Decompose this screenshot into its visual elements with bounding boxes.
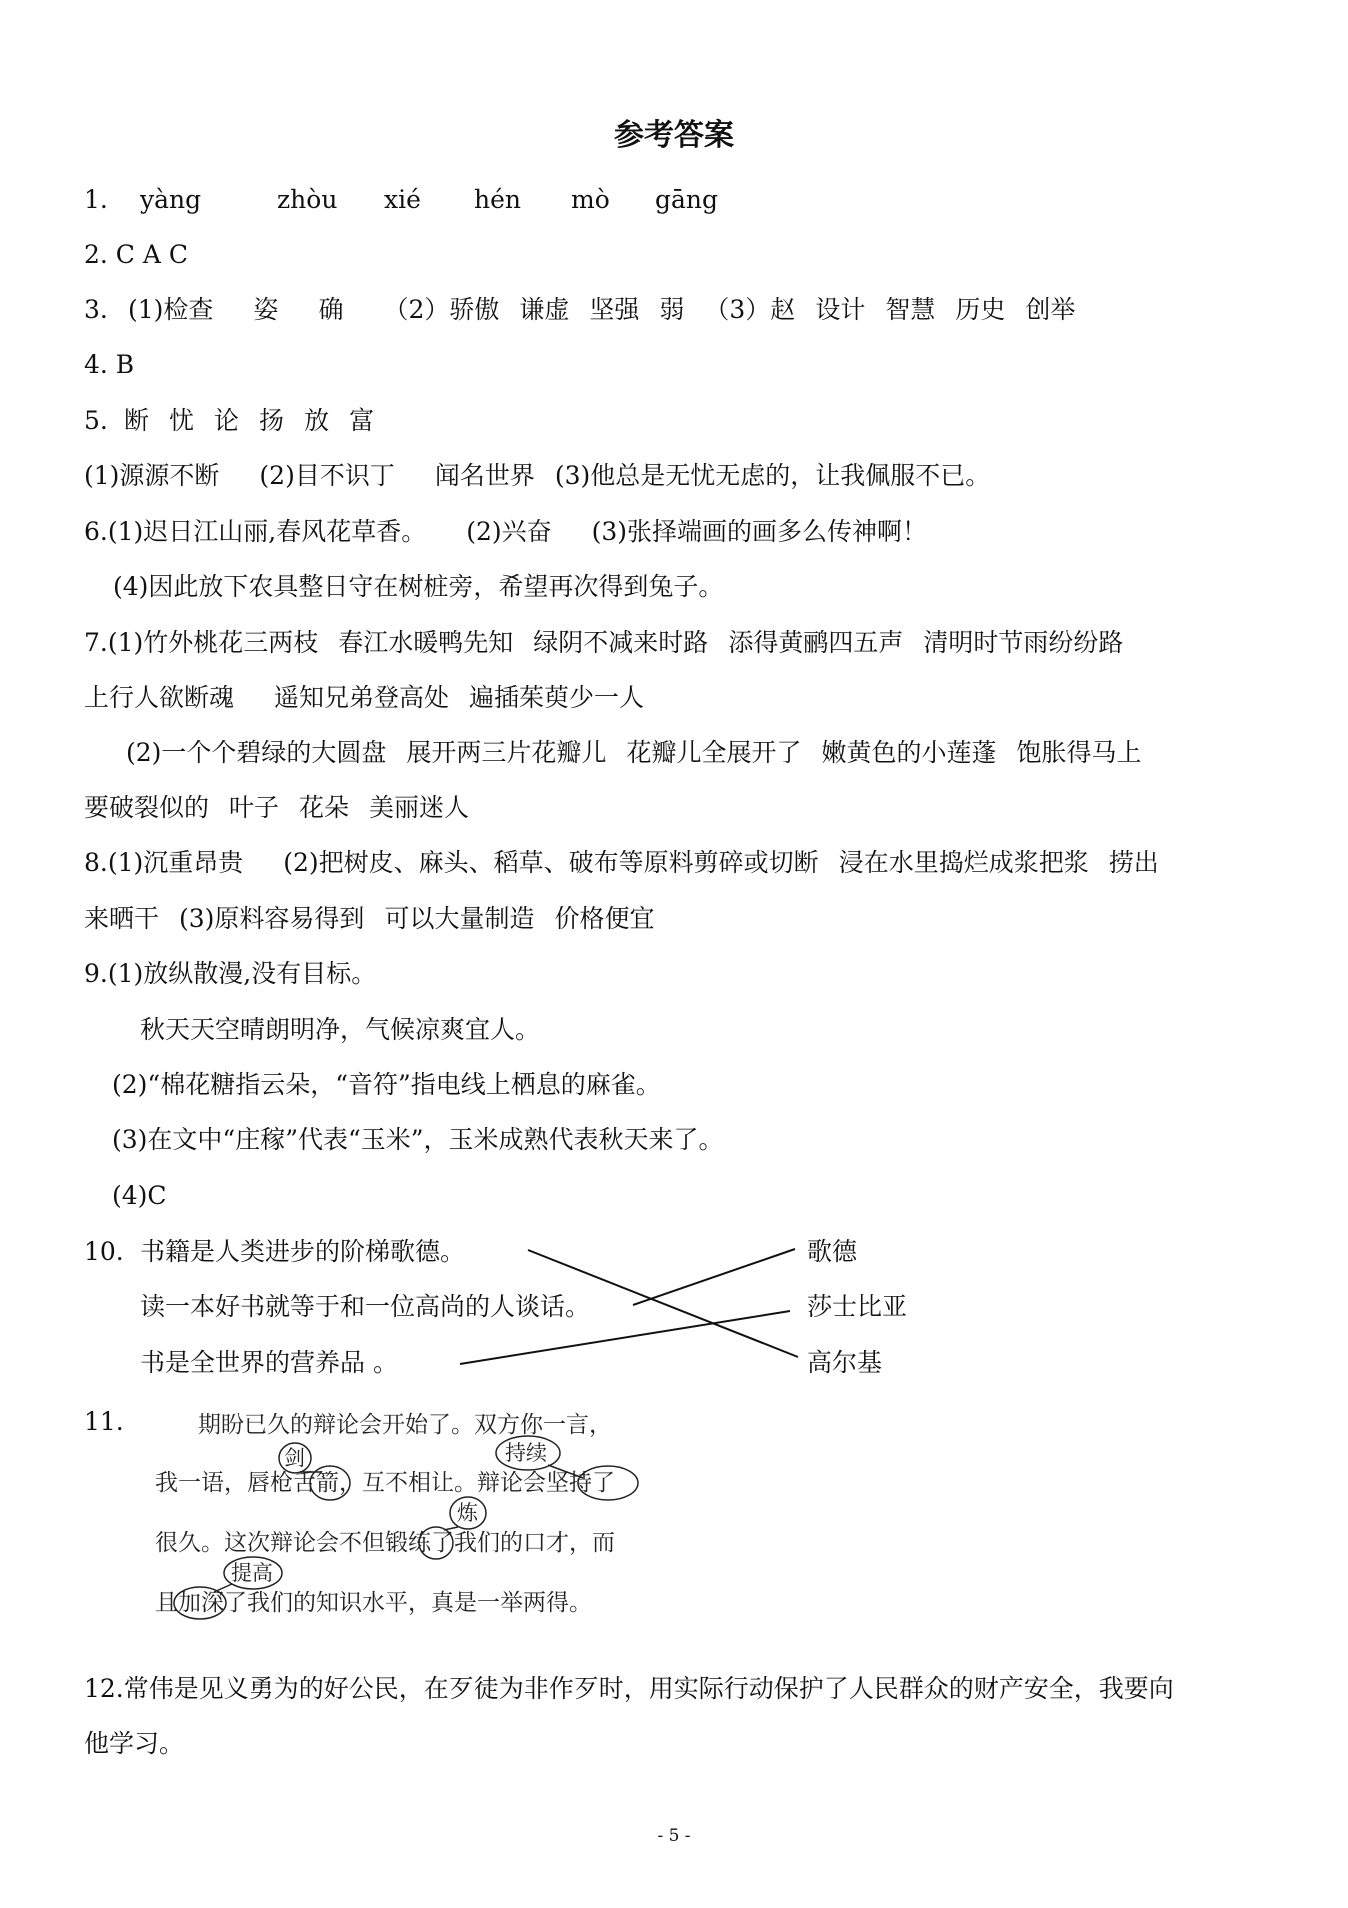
text-phrase: 花朵	[299, 793, 350, 822]
poem-line: 绿阴不减来时路	[533, 628, 709, 657]
text-phrase: (3)原料容易得到	[179, 904, 365, 933]
answer-3-word: 设计	[815, 295, 866, 324]
poem-line: 7.(1)竹外桃花三两枝	[84, 628, 319, 657]
answer-5-sub-3: 闻名世界	[434, 461, 535, 490]
answer-5-char: 论	[214, 406, 240, 435]
answer-9-sentence: 秋天天空晴朗明净，气候凉爽宜人。	[140, 1015, 541, 1044]
answer-6-part-1: 6.(1)迟日江山丽,春风花草香。	[84, 517, 427, 546]
answer-3-part-2: （2）骄傲	[383, 295, 500, 324]
answer-3-word: 弱	[659, 295, 685, 324]
text-phrase: 可以大量制造	[384, 904, 535, 933]
poem-line: 春江水暖鸭先知	[338, 628, 514, 657]
answer-5-char: 富	[349, 406, 375, 435]
poem-line: 清明时节雨纷纷路	[923, 628, 1124, 657]
poem-line: 添得黄鹂四五声	[728, 628, 904, 657]
answer-3-word: 创举	[1025, 295, 1076, 324]
answer-4: 4. B	[84, 350, 135, 379]
text-phrase: (2)一个个碧绿的大圆盘	[126, 738, 387, 767]
answer-6-part-3: (3)张择端画的画多么传神啊！	[591, 517, 928, 546]
match-line	[528, 1250, 798, 1357]
answer-11-number: 11.	[84, 1407, 124, 1436]
poem-line: 遥知兄弟登高处	[274, 683, 450, 712]
pinyin-5: mò	[571, 185, 610, 214]
answer-2: 2. C A C	[84, 240, 189, 269]
answer-5-char: 放	[304, 406, 330, 435]
match-line	[633, 1249, 795, 1305]
text-phrase: 捞出	[1108, 848, 1159, 877]
answer-3-word: 历史	[955, 295, 1006, 324]
pinyin-3: xié	[384, 185, 421, 214]
pinyin-2: zhòu	[277, 185, 338, 214]
text-phrase: 浸在水里捣烂成浆把浆	[838, 848, 1089, 877]
quote-left-3: 书是全世界的营养品 。	[140, 1348, 398, 1377]
correction-text: 持续	[505, 1441, 547, 1465]
text-phrase: 价格便宜	[554, 904, 655, 933]
answer-5-sub-4: (3)他总是无忧无虑的，让我佩服不已。	[554, 461, 991, 490]
text-phrase: 8.(1)沉重昂贵	[84, 848, 244, 877]
paragraph-line: 且加深了我们的知识水平，真是一举两得。	[155, 1590, 592, 1616]
answer-3-number: 3.	[84, 295, 108, 324]
answer-3-word: 智慧	[885, 295, 936, 324]
quote-left-1: 书籍是人类进步的阶梯歌德。	[140, 1237, 466, 1266]
answer-3-word: 确	[318, 295, 344, 324]
answer-5-sub-1: (1)源源不断	[84, 461, 220, 490]
answer-9-part-3: (3)在文中“庄稼”代表“玉米”，玉米成熟代表秋天来了。	[112, 1125, 724, 1154]
text-phrase: 美丽迷人	[369, 793, 470, 822]
answer-6-part-4: (4)因此放下农具整日守在树桩旁，希望再次得到兔子。	[113, 572, 724, 601]
pinyin-4: hén	[474, 185, 521, 214]
poem-line: 上行人欲断魂	[84, 683, 235, 712]
text-phrase: 要破裂似的	[84, 793, 210, 822]
answer-12-line-2: 他学习。	[84, 1729, 185, 1758]
author-right-2: 莎士比亚	[807, 1292, 908, 1321]
answer-10-number: 10.	[84, 1237, 124, 1266]
text-phrase: (2)把树皮、麻头、稻草、破布等原料剪碎或切断	[283, 848, 819, 877]
correction-text: 炼	[457, 1501, 478, 1525]
answer-3-word: 姿	[253, 295, 279, 324]
correction-text: 剑	[284, 1446, 305, 1470]
poem-line: 遍插茱萸少一人	[469, 683, 645, 712]
author-right-3: 高尔基	[807, 1348, 883, 1377]
match-line	[460, 1311, 790, 1364]
pinyin-1: yàng	[140, 185, 202, 214]
quote-left-2: 读一本好书就等于和一位高尚的人谈话。	[140, 1292, 591, 1321]
answer-3-part-3: （3）赵	[704, 295, 796, 324]
text-phrase: 嫩黄色的小莲蓬	[821, 738, 997, 767]
text-phrase: 花瓣儿全展开了	[626, 738, 802, 767]
author-right-1: 歌德	[807, 1237, 858, 1266]
answer-3-word: 谦虚	[519, 295, 570, 324]
answer-12-line-1: 12.常伟是见义勇为的好公民，在歹徒为非作歹时，用实际行动保护了人民群众的财产安全，我要向	[84, 1674, 1174, 1703]
text-phrase: 来晒干	[84, 904, 160, 933]
answer-6-part-2: (2)兴奋	[466, 517, 552, 546]
paragraph-line: 期盼已久的辩论会开始了。双方你一言，	[198, 1412, 612, 1438]
answer-5-number: 5.	[84, 406, 108, 435]
answer-5-char: 断	[124, 406, 150, 435]
paragraph-line: 我一语，唇枪舌箭，互不相让。辩论会坚持了	[155, 1470, 615, 1496]
answer-5-char: 扬	[259, 406, 285, 435]
page-number: - 5 -	[657, 1826, 691, 1846]
answer-1-number: 1.	[84, 185, 108, 214]
answer-5-sub-2: (2)目不识丁	[259, 461, 395, 490]
text-phrase: 展开两三片花瓣儿	[406, 738, 607, 767]
correction-text: 提高	[231, 1561, 273, 1585]
answer-3-part-1: (1)检查	[128, 295, 214, 324]
text-phrase: 饱胀得马上	[1016, 738, 1142, 767]
paragraph-line: 很久。这次辩论会不但锻练了我们的口才，而	[155, 1530, 615, 1556]
text-phrase: 叶子	[229, 793, 280, 822]
pinyin-6: gāng	[655, 185, 719, 214]
answer-5-char: 忧	[169, 406, 195, 435]
page-title: 参考答案	[614, 118, 734, 153]
answer-9-part-1: 9.(1)放纵散漫,没有目标。	[84, 959, 377, 988]
answer-3-word: 坚强	[589, 295, 640, 324]
answer-9-part-2: (2)“棉花糖指云朵，“音符”指电线上栖息的麻雀。	[112, 1070, 661, 1099]
answer-9-part-4: (4)C	[112, 1181, 167, 1210]
